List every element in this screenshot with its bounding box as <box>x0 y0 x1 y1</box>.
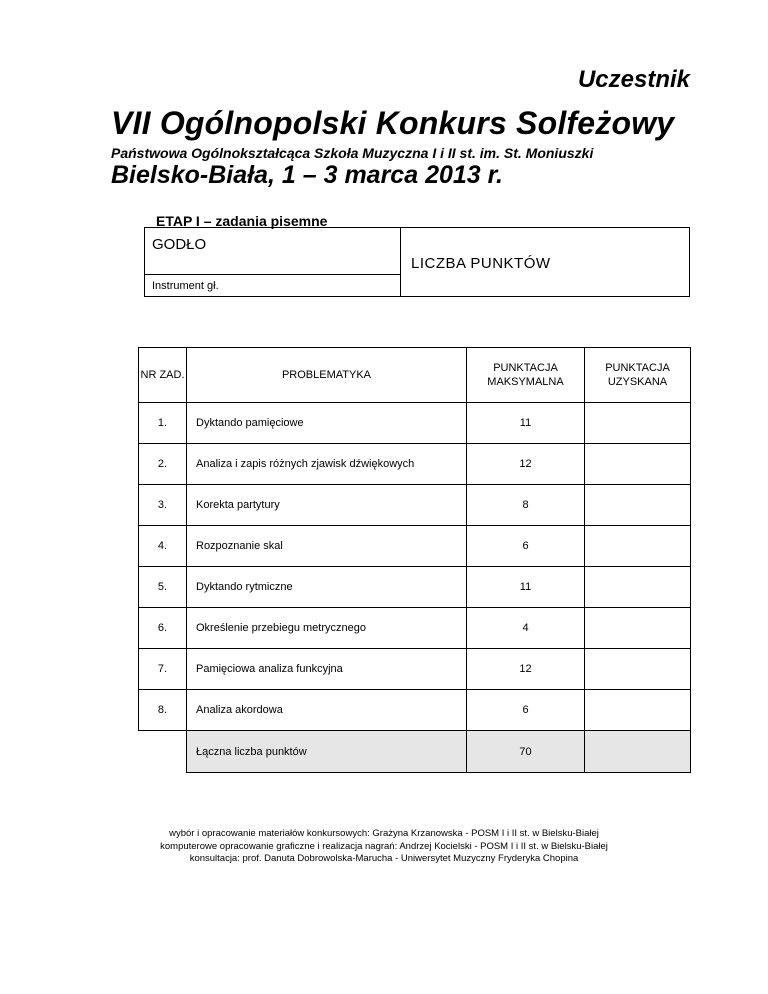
table-header-row <box>139 348 691 403</box>
task-problem: Określenie przebiegu metrycznego <box>187 608 467 649</box>
task-obtained-cell[interactable] <box>585 608 691 649</box>
task-max-points: 12 <box>467 649 585 690</box>
task-obtained-cell[interactable] <box>585 526 691 567</box>
school-name: Państwowa Ogólnokształcąca Szkoła Muzyczna I i II st. im. St. Moniuszki <box>111 145 594 161</box>
instrument-label: Instrument gł. <box>152 280 219 292</box>
total-row <box>139 731 691 773</box>
scoring-table <box>138 347 691 773</box>
header-obtained: PUNKTACJA UZYSKANA <box>585 348 691 403</box>
task-max-points: 11 <box>467 567 585 608</box>
header-max: PUNKTACJA MAKSYMALNA <box>467 348 585 403</box>
total-obtained-cell[interactable] <box>585 731 691 773</box>
task-problem: Pamięciowa analiza funkcyjna <box>187 649 467 690</box>
task-number: 4. <box>139 526 187 567</box>
stage-heading: ETAP I – zadania pisemne <box>156 213 328 229</box>
task-problem: Korekta partytury <box>187 485 467 526</box>
task-number: 8. <box>139 690 187 731</box>
credits-line-2: komputerowe opracowanie graficzne i realizacja nagrań: Andrzej Kocielski - POSM I i II st. w Bielsku-Białej <box>160 840 608 852</box>
task-number: 3. <box>139 485 187 526</box>
task-number: 6. <box>139 608 187 649</box>
task-obtained-cell[interactable] <box>585 649 691 690</box>
table-row <box>139 608 691 649</box>
task-max-points: 12 <box>467 444 585 485</box>
table-row <box>139 567 691 608</box>
table-row <box>139 649 691 690</box>
task-max-points: 8 <box>467 485 585 526</box>
table-row <box>139 485 691 526</box>
task-number: 5. <box>139 567 187 608</box>
place-date: Bielsko-Biała, 1 – 3 marca 2013 r. <box>111 161 503 189</box>
task-obtained-cell[interactable] <box>585 567 691 608</box>
task-problem: Dyktando rytmiczne <box>187 567 467 608</box>
task-problem: Dyktando pamięciowe <box>187 403 467 444</box>
task-max-points: 6 <box>467 526 585 567</box>
task-obtained-cell[interactable] <box>585 444 691 485</box>
task-number: 7. <box>139 649 187 690</box>
instrument-field[interactable] <box>145 275 401 297</box>
godlo-label: GODŁO <box>152 236 207 253</box>
task-max-points: 11 <box>467 403 585 444</box>
credits-line-1: wybór i opracowanie materiałów konkursowych: Grażyna Krzanowska - POSM I i II st. w Bielsku-Białej <box>169 828 599 839</box>
task-obtained-cell[interactable] <box>585 690 691 731</box>
header-nr: NR ZAD. <box>139 348 187 403</box>
task-number: 2. <box>139 444 187 485</box>
godlo-field[interactable] <box>145 228 401 275</box>
task-max-points: 4 <box>467 608 585 649</box>
table-row <box>139 444 691 485</box>
participant-form-box <box>144 227 690 297</box>
credits-line-3: konsultacja: prof. Danuta Dobrowolska-Marucha - Uniwersytet Muzyczny Fryderyka Chopina <box>189 853 579 864</box>
credits <box>0 828 768 866</box>
header-problem: PROBLEMATYKA <box>187 348 467 403</box>
total-max: 70 <box>467 731 585 773</box>
total-label: Łączna liczba punktów <box>187 731 467 773</box>
task-number: 1. <box>139 403 187 444</box>
participant-label: Uczestnik <box>577 66 690 93</box>
task-problem: Analiza i zapis różnych zjawisk dźwiękowych <box>187 444 467 485</box>
table-row <box>139 526 691 567</box>
table-row <box>139 690 691 731</box>
task-max-points: 6 <box>467 690 585 731</box>
task-problem: Rozpoznanie skal <box>187 526 467 567</box>
table-row <box>139 403 691 444</box>
competition-title: VII Ogólnopolski Konkurs Solfeżowy <box>111 105 675 141</box>
task-obtained-cell[interactable] <box>585 403 691 444</box>
task-problem: Analiza akordowa <box>187 690 467 731</box>
points-total-label: LICZBA PUNKTÓW <box>411 255 551 272</box>
task-obtained-cell[interactable] <box>585 485 691 526</box>
